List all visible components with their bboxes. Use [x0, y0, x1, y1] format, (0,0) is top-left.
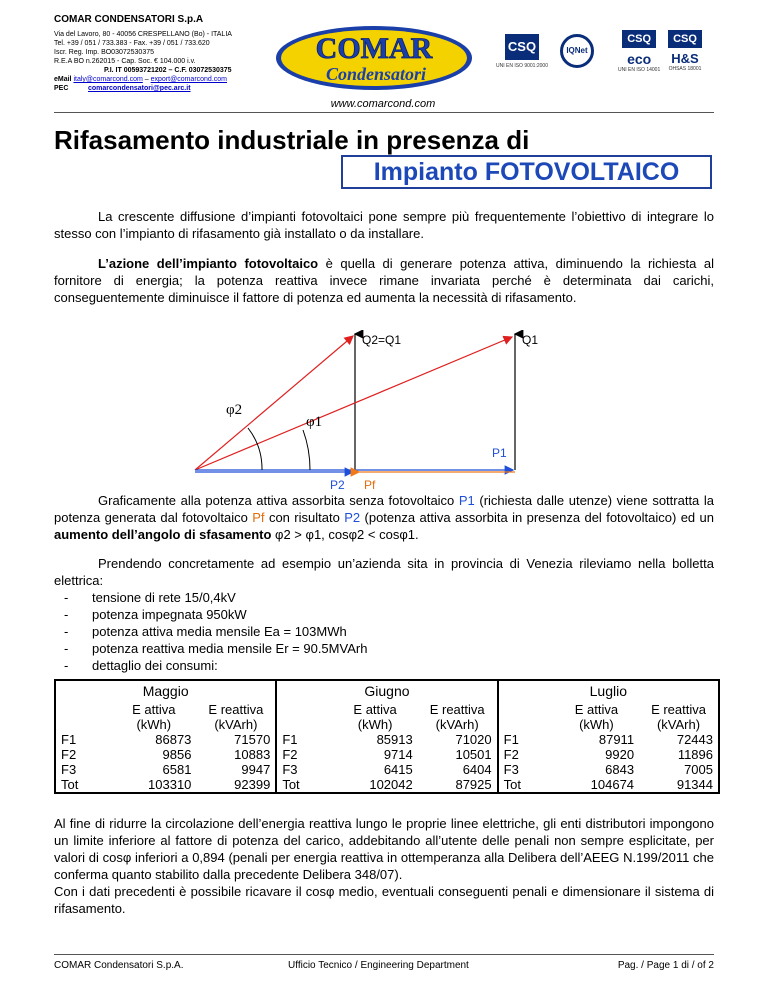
cert-standard: OHSAS 18001: [668, 66, 702, 72]
reattiva-value: 10501: [418, 747, 498, 762]
col-reattiva-label: E reattiva: [651, 702, 706, 717]
col-attiva-label: E attiva: [574, 702, 619, 717]
reattiva-value: 72443: [639, 732, 719, 747]
website-link[interactable]: www.comarcond.com: [330, 98, 436, 110]
col-reattiva-unit: (kVArh): [435, 717, 479, 732]
col-attiva: [111, 702, 196, 732]
total-label: Tot: [498, 777, 554, 793]
col-reattiva-label: E reattiva: [429, 702, 485, 717]
header-divider: [54, 112, 714, 113]
consumption-table: [54, 679, 720, 794]
attiva-value: 6415: [383, 762, 413, 777]
logo-line2: Condensatori: [325, 64, 427, 84]
csq-badge: CSQ: [622, 30, 656, 48]
month-luglio: Luglio: [498, 680, 719, 702]
col-attiva: [554, 702, 639, 732]
list-item: [54, 657, 714, 674]
month-header-row: [55, 680, 719, 702]
table-row: [55, 732, 719, 747]
bill-details-list: [54, 589, 714, 674]
band-label: F3: [498, 762, 554, 777]
intro-text: La crescente diffusione d’impianti fotovoltaici pone sempre più frequentemente l’obiettivo di integrare lo stesso con l’impianto di rifasamento già installato o da installare.: [54, 209, 714, 241]
attiva-value: 86873: [155, 732, 192, 747]
reattiva-value: 10883: [196, 747, 276, 762]
attiva-value: 9856: [162, 747, 192, 762]
email-separator: –: [144, 76, 149, 83]
footer-department: Ufficio Tecnico / Engineering Department: [288, 960, 469, 971]
example-paragraph: [54, 555, 714, 589]
email-italy-link[interactable]: italy@comarcond.com: [73, 76, 143, 83]
list-item-text: potenza attiva media mensile Ea = 103MWh: [92, 624, 347, 639]
company-name: COMAR CONDENSATORI S.p.A: [54, 14, 204, 25]
logo-line1: COMAR: [315, 32, 433, 65]
empty-cell: [276, 702, 332, 732]
label-p2: P2: [330, 478, 345, 492]
label-p1: P1: [492, 446, 507, 460]
iqnet-badge: IQNet: [560, 34, 594, 68]
table-row: [55, 747, 719, 762]
phasor-diagram: [150, 330, 630, 500]
company-vat: P.I. IT 00593721202 – C.F. 03072530375: [104, 67, 232, 74]
p2-ref: P2: [344, 510, 361, 525]
label-pf: Pf: [364, 478, 376, 492]
band-label: F3: [55, 762, 111, 777]
cert-csq-9001: [496, 34, 548, 69]
col-reattiva-unit: (kVArh): [214, 717, 258, 732]
list-item-text: dettaglio dei consumi:: [92, 658, 218, 673]
consumption-table-wrap: [54, 679, 720, 794]
action-text: è quella di generare potenza attiva, diminuendo la richiesta al fornitore di energia; la potenza reattiva invece rimane invariata perché è determinata dai carichi, conseguentemente diminuisce il fattore di potenza ed aumenta la necessità di rifasamento.: [54, 256, 714, 305]
email-label: eMail: [54, 76, 72, 83]
text: φ2 > φ1, cosφ2 < cosφ1.: [271, 527, 419, 542]
attiva-value: 6581: [162, 762, 192, 777]
reattiva-value: 71020: [418, 732, 498, 747]
attiva-value: 6843: [605, 762, 635, 777]
reattiva-value: 7005: [639, 762, 719, 777]
text: con risultato: [264, 510, 345, 525]
company-phone: Tel. +39 / 051 / 733.383 - Fax. +39 / 051 / 733.620: [54, 40, 210, 47]
band-label: F3: [276, 762, 332, 777]
pec-row: [54, 84, 269, 93]
list-dash: -: [64, 624, 69, 639]
email-row: [54, 75, 269, 84]
band-label: F1: [498, 732, 554, 747]
attiva-total: 102042: [332, 777, 417, 793]
reattiva-value: 11896: [639, 747, 719, 762]
phi2-arc: [248, 428, 262, 470]
eco-label: eco: [627, 51, 652, 67]
label-phi2: φ2: [226, 402, 243, 418]
list-dash: -: [64, 641, 69, 656]
footer-page-number: Pag. / Page 1 di / of 2: [617, 960, 714, 971]
company-rea: R.E.A BO n.262015 - Cap. Soc. € 104.000 i.v.: [54, 58, 196, 65]
table-total-row: [55, 777, 719, 793]
text: Graficamente alla potenza attiva assorbita senza fotovoltaico: [98, 493, 459, 508]
page-subtitle: Impianto FOTOVOLTAICO: [373, 158, 680, 186]
attiva-value: 87911: [598, 732, 635, 747]
angle-increase-text: aumento dell’angolo di sfasamento: [54, 527, 272, 542]
conclusion-text: Con i dati precedenti è possibile ricavare il cosφ medio, eventuali conseguenti penali e dimensionare il sistema di rifasamento.: [54, 884, 714, 916]
company-registry: Iscr. Reg. Imp. BO03072530375: [54, 49, 155, 56]
month-giugno: Giugno: [276, 680, 497, 702]
col-attiva: [332, 702, 417, 732]
total-label: Tot: [55, 777, 111, 793]
band-label: F1: [276, 732, 332, 747]
title-highlight-box: [341, 155, 712, 189]
label-q2q1: Q2=Q1: [362, 333, 402, 347]
phi1-arc: [303, 430, 310, 470]
label-phi1: φ1: [306, 414, 323, 430]
footer-divider: [54, 954, 714, 955]
col-reattiva: [196, 702, 276, 732]
attiva-value: 9714: [383, 747, 413, 762]
reattiva-value: 6404: [418, 762, 498, 777]
csq-badge: CSQ: [505, 34, 539, 60]
label-q1: Q1: [522, 333, 539, 347]
col-attiva-unit: (kWh): [579, 717, 614, 732]
penalty-text: Al fine di ridurre la circolazione dell’energia reattiva lungo le proprie linee elettriche, gli enti distributori impongono un limite inferiore al fattore di potenza del carico, addebitando all’utente delle penali non sempre esplicitate, per valori di cosφ inferiori a 0,894 (penali per energia reattiva in ottemperanza alla Delibera dell’AEEG N.199/2011 che conferma quanto stabilito dalla precedente Delibera 348/07).: [54, 816, 714, 882]
reattiva-value: 71570: [196, 732, 276, 747]
cert-csq-hs: [668, 30, 702, 72]
month-maggio: Maggio: [55, 680, 276, 702]
action-heading: L’azione dell’impianto fotovoltaico: [98, 256, 319, 271]
action-paragraph: [54, 255, 714, 306]
table-row: [55, 762, 719, 777]
band-label: F2: [498, 747, 554, 762]
list-item-text: tensione di rete 15/0,4kV: [92, 590, 236, 605]
list-item-text: potenza reattiva media mensile Er = 90.5MVArh: [92, 641, 368, 656]
list-item: [54, 640, 714, 657]
intro-paragraph: [54, 208, 714, 242]
attiva-value: 9920: [605, 747, 635, 762]
column-header-row: [55, 702, 719, 732]
col-attiva-label: E attiva: [353, 702, 397, 717]
comar-logo: [274, 24, 474, 92]
list-dash: -: [64, 590, 69, 605]
reattiva-total: 91344: [639, 777, 719, 793]
col-reattiva: [418, 702, 498, 732]
graph-explanation: [54, 492, 714, 543]
company-address: Via del Lavoro, 80 - 40056 CRESPELLANO (Bo) - ITALIA: [54, 31, 232, 38]
empty-cell: [55, 702, 111, 732]
email-export-link[interactable]: export@comarcond.com: [150, 76, 227, 83]
pec-label: PEC: [54, 85, 69, 92]
col-reattiva-label: E reattiva: [208, 702, 264, 717]
attiva-total: 103310: [111, 777, 196, 793]
text: (richiesta dalle utenze) viene sottratta la potenza generata dal fotovoltaico: [54, 493, 714, 525]
reattiva-value: 9947: [196, 762, 276, 777]
total-label: Tot: [276, 777, 332, 793]
col-reattiva: [639, 702, 719, 732]
list-item: [54, 606, 714, 623]
penalty-paragraph: [54, 815, 714, 917]
list-item: [54, 589, 714, 606]
col-attiva-unit: (kWh): [357, 717, 393, 732]
col-attiva-unit: (kWh): [136, 717, 172, 732]
cert-csq-eco: [618, 30, 660, 73]
cert-standard: UNI EN ISO 9001:2000: [496, 63, 548, 69]
col-attiva-label: E attiva: [132, 702, 176, 717]
hs-label: H&S: [671, 51, 699, 66]
list-item-text: potenza impegnata 950kW: [92, 607, 247, 622]
reattiva-total: 92399: [196, 777, 276, 793]
s2-vector: [195, 336, 353, 470]
list-dash: -: [64, 658, 69, 673]
csq-badge: CSQ: [668, 30, 702, 48]
page-title: Rifasamento industriale in presenza di: [54, 125, 530, 155]
cert-iqnet: [560, 34, 594, 71]
reattiva-total: 87925: [418, 777, 498, 793]
band-label: F2: [276, 747, 332, 762]
empty-cell: [498, 702, 554, 732]
band-label: F1: [55, 732, 111, 747]
pec-email-link[interactable]: comarcondensatori@pec.arc.it: [88, 85, 191, 92]
example-text: Prendendo concretamente ad esempio un’azienda sita in provincia di Venezia rileviamo nella bolletta elettrica:: [54, 556, 714, 588]
footer-company: COMAR Condensatori S.p.A.: [54, 960, 184, 971]
p1-ref: P1: [458, 493, 475, 508]
attiva-total: 104674: [554, 777, 639, 793]
attiva-value: 85913: [376, 732, 413, 747]
company-info: [54, 14, 269, 93]
pf-ref: Pf: [252, 510, 265, 525]
band-label: F2: [55, 747, 111, 762]
text: (potenza attiva assorbita in presenza del fotovoltaico) ed un: [360, 510, 715, 525]
list-item: [54, 623, 714, 640]
s1-vector: [195, 337, 512, 470]
list-dash: -: [64, 607, 69, 622]
cert-standard: UNI EN ISO 14001: [618, 67, 661, 73]
col-reattiva-unit: (kVArh): [656, 717, 701, 732]
